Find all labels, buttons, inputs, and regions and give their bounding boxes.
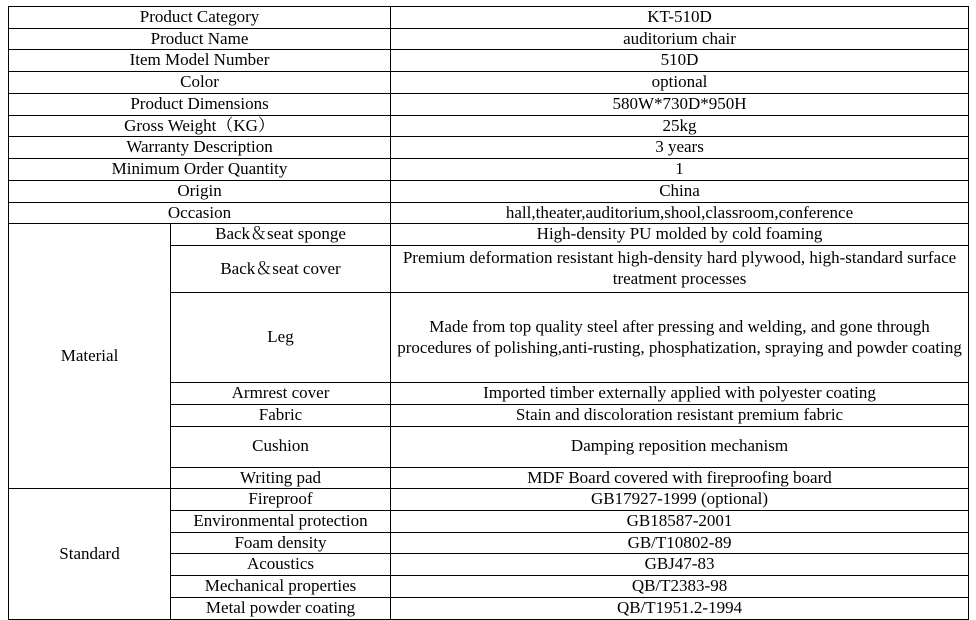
spec-value-cell: Imported timber externally applied with polyester coating — [391, 383, 969, 405]
spec-label-cell: Product Category — [9, 7, 391, 29]
spec-sublabel-cell: Back＆seat cover — [171, 246, 391, 293]
spec-label-cell: Occasion — [9, 202, 391, 224]
spec-sublabel-cell: Fireproof — [171, 489, 391, 511]
watermark: kaitaige.en.alibaba.com — [278, 291, 479, 313]
spec-row — [9, 72, 969, 94]
spec-label-cell: Product Name — [9, 28, 391, 50]
spec-sublabel-cell: Writing pad — [171, 467, 391, 489]
spec-value-cell: 3 years — [391, 137, 969, 159]
spec-value-cell: auditorium chair — [391, 28, 969, 50]
spec-sublabel-cell: Fabric — [171, 404, 391, 426]
spec-label-cell: Item Model Number — [9, 50, 391, 72]
spec-row — [9, 50, 969, 72]
spec-sublabel-cell: Leg — [171, 293, 391, 383]
spec-value-cell: optional — [391, 72, 969, 94]
standard-section-label: Standard — [9, 489, 171, 619]
spec-row — [9, 137, 969, 159]
spec-row — [9, 28, 969, 50]
spec-value-cell: 1 — [391, 159, 969, 181]
spec-value-cell: Made from top quality steel after pressing and welding, and gone through procedures of polishing,anti-rusting, phosphatization, spraying and powder coating — [391, 293, 969, 383]
spec-value-cell: GBJ47-83 — [391, 554, 969, 576]
spec-value-cell: 510D — [391, 50, 969, 72]
spec-row — [9, 202, 969, 224]
spec-sublabel-cell: Mechanical properties — [171, 576, 391, 598]
spec-value-cell: Premium deformation resistant high-density hard plywood, high-standard surface treatment processes — [391, 246, 969, 293]
spec-value-cell: GB/T10802-89 — [391, 532, 969, 554]
spec-row — [9, 159, 969, 181]
spec-value-cell: QB/T2383-98 — [391, 576, 969, 598]
material-section-label: Material — [9, 224, 171, 489]
spec-row — [9, 93, 969, 115]
spec-row — [9, 224, 969, 246]
spec-sublabel-cell: Environmental protection — [171, 511, 391, 533]
spec-row — [9, 489, 969, 511]
spec-sublabel-cell: Metal powder coating — [171, 597, 391, 619]
spec-label-cell: Origin — [9, 180, 391, 202]
spec-sublabel-cell: Back＆seat sponge — [171, 224, 391, 246]
spec-label-cell: Product Dimensions — [9, 93, 391, 115]
spec-value-cell: QB/T1951.2-1994 — [391, 597, 969, 619]
spec-label-cell: Color — [9, 72, 391, 94]
spec-value-cell: 580W*730D*950H — [391, 93, 969, 115]
spec-value-cell: MDF Board covered with fireproofing board — [391, 467, 969, 489]
spec-row — [9, 115, 969, 137]
spec-label-cell: Warranty Description — [9, 137, 391, 159]
spec-value-cell: China — [391, 180, 969, 202]
spec-value-cell: hall,theater,auditorium,shool,classroom,conference — [391, 202, 969, 224]
spec-value-cell: High-density PU molded by cold foaming — [391, 224, 969, 246]
spec-value-cell: GB17927-1999 (optional) — [391, 489, 969, 511]
spec-sublabel-cell: Acoustics — [171, 554, 391, 576]
spec-sublabel-cell: Armrest cover — [171, 383, 391, 405]
spec-sublabel-cell: Cushion — [171, 426, 391, 467]
spec-value-cell: 25kg — [391, 115, 969, 137]
spec-label-cell: Minimum Order Quantity — [9, 159, 391, 181]
product-spec-table — [8, 6, 969, 620]
spec-value-cell: Stain and discoloration resistant premium fabric — [391, 404, 969, 426]
spec-sublabel-cell: Foam density — [171, 532, 391, 554]
spec-label-cell: Gross Weight（KG） — [9, 115, 391, 137]
spec-row — [9, 180, 969, 202]
spec-value-cell: GB18587-2001 — [391, 511, 969, 533]
spec-row — [9, 7, 969, 29]
spec-value-cell: Damping reposition mechanism — [391, 426, 969, 467]
spec-value-cell: KT-510D — [391, 7, 969, 29]
